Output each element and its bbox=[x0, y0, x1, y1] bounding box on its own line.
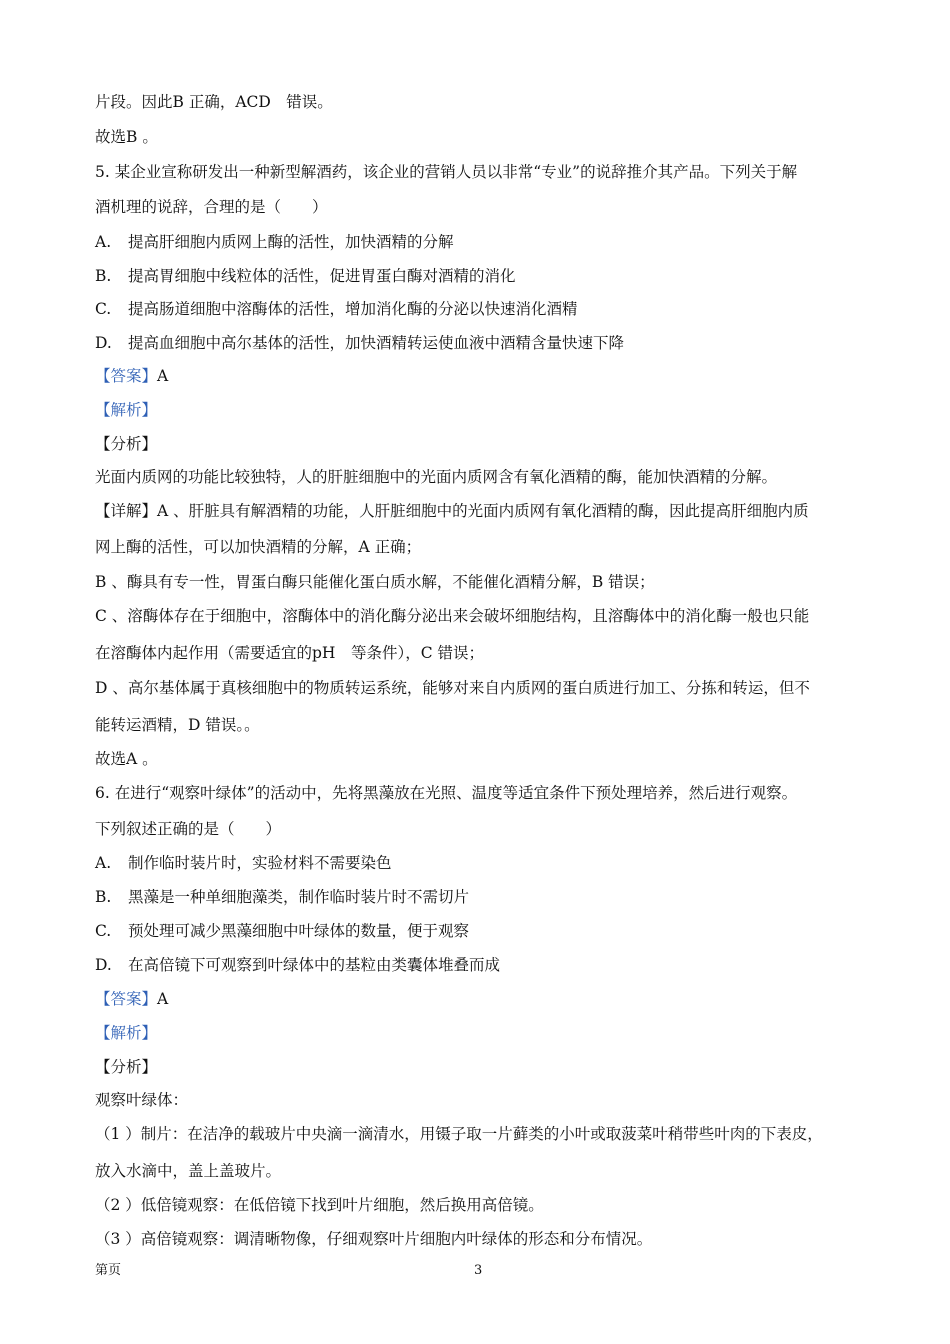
option-text: 预处理可减少黑藻细胞中叶绿体的数量，便于观察 bbox=[128, 922, 470, 940]
option-label: D. bbox=[95, 956, 112, 974]
text-line: 放入水滴中，盖上盖玻片。 bbox=[95, 1162, 282, 1180]
text-line: B 、酶具有专一性，胃蛋白酶只能催化蛋白质水解，不能催化酒精分解，B 错误； bbox=[95, 573, 655, 591]
text-line: 片段。因此B 正确，ACD 错误。 bbox=[95, 93, 333, 111]
text-line: （1 ）制片：在洁净的载玻片中央滴一滴清水，用镊子取一片藓类的小叶或取菠菜叶稍带些叶肉的下表皮， bbox=[95, 1125, 823, 1143]
q6-option-a bbox=[95, 853, 392, 873]
question-5-stem-cont: 酒机理的说辞，合理的是（ ） bbox=[95, 198, 328, 216]
text-line: 光面内质网的功能比较独特，人的肝脏细胞中的光面内质网含有氧化酒精的酶，能加快酒精的分解。 bbox=[95, 468, 778, 486]
text-line: 故选A 。 bbox=[95, 750, 158, 768]
text-line: D 、高尔基体属于真核细胞中的物质转运系统，能够对来自内质网的蛋白质进行加工、分拣和转运，但不 bbox=[95, 679, 810, 697]
option-label: C. bbox=[95, 922, 112, 940]
answer-tag: 【答案】 bbox=[95, 367, 158, 385]
analysis-heading: 【分析】 bbox=[95, 1058, 158, 1076]
option-text: 在高倍镜下可观察到叶绿体中的基粒由类囊体堆叠而成 bbox=[128, 956, 501, 974]
option-label: B. bbox=[95, 888, 112, 906]
option-text: 提高血细胞中高尔基体的活性，加快酒精转运使血液中酒精含量快速下降 bbox=[128, 334, 625, 352]
q6-option-d bbox=[95, 955, 500, 975]
q6-option-c bbox=[95, 921, 469, 941]
q6-answer bbox=[95, 989, 168, 1009]
text-line: 【详解】A 、肝脏具有解酒精的功能，人肝脏细胞中的光面内质网有氧化酒精的酶，因此提高肝细胞内质 bbox=[95, 502, 809, 520]
text-line: 故选B 。 bbox=[95, 128, 158, 146]
q6-option-b bbox=[95, 887, 469, 907]
text-line: 在溶酶体内起作用（需要适宜的pH 等条件），C 错误； bbox=[95, 644, 484, 662]
option-label: B. bbox=[95, 267, 112, 285]
q6-analysis-tag: 【解析】 bbox=[95, 1024, 158, 1042]
option-label: A. bbox=[95, 854, 112, 872]
option-label: A. bbox=[95, 233, 112, 251]
q5-option-b bbox=[95, 266, 516, 286]
question-6-stem: 6. 在进行“观察叶绿体”的活动中，先将黑藻放在光照、温度等适宜条件下预处理培养，然后进行观察。 bbox=[95, 784, 798, 802]
text-line: （3 ）高倍镜观察：调清晰物像，仔细观察叶片细胞内叶绿体的形态和分布情况。 bbox=[95, 1230, 653, 1248]
analysis-heading: 【分析】 bbox=[95, 435, 158, 453]
footer-page-label: 第页 bbox=[95, 1263, 122, 1278]
answer-value: A bbox=[157, 990, 169, 1008]
option-label: D. bbox=[95, 334, 112, 352]
q5-option-d bbox=[95, 333, 624, 353]
option-text: 提高肠道细胞中溶酶体的活性，增加消化酶的分泌以快速消化酒精 bbox=[128, 300, 578, 318]
answer-tag: 【答案】 bbox=[95, 990, 158, 1008]
text-line: 能转运酒精，D 错误。。 bbox=[95, 716, 260, 734]
option-text: 提高肝细胞内质网上酶的活性，加快酒精的分解 bbox=[128, 233, 454, 251]
q5-option-c bbox=[95, 299, 578, 319]
q5-analysis-tag: 【解析】 bbox=[95, 401, 158, 419]
option-text: 制作临时装片时，实验材料不需要染色 bbox=[128, 854, 392, 872]
question-5-stem: 5. 某企业宣称研发出一种新型解酒药，该企业的营销人员以非常“专业”的说辞推介其产品。下列关于解 bbox=[95, 163, 798, 181]
text-line: （2 ）低倍镜观察：在低倍镜下找到叶片细胞，然后换用高倍镜。 bbox=[95, 1196, 544, 1214]
text-line: C 、溶酶体存在于细胞中，溶酶体中的消化酶分泌出来会破坏细胞结构，且溶酶体中的消化酶一般也只能 bbox=[95, 607, 810, 625]
text-line: 观察叶绿体： bbox=[95, 1091, 189, 1109]
answer-value: A bbox=[157, 367, 169, 385]
option-text: 提高胃细胞中线粒体的活性，促进胃蛋白酶对酒精的消化 bbox=[128, 267, 516, 285]
option-text: 黑藻是一种单细胞藻类，制作临时装片时不需切片 bbox=[128, 888, 470, 906]
q5-option-a bbox=[95, 232, 454, 252]
q5-answer bbox=[95, 366, 168, 386]
option-label: C. bbox=[95, 300, 112, 318]
question-6-stem-cont: 下列叙述正确的是（ ） bbox=[95, 820, 282, 838]
footer-page-number: 3 bbox=[474, 1263, 483, 1278]
text-line: 网上酶的活性，可以加快酒精的分解，A 正确； bbox=[95, 538, 422, 556]
